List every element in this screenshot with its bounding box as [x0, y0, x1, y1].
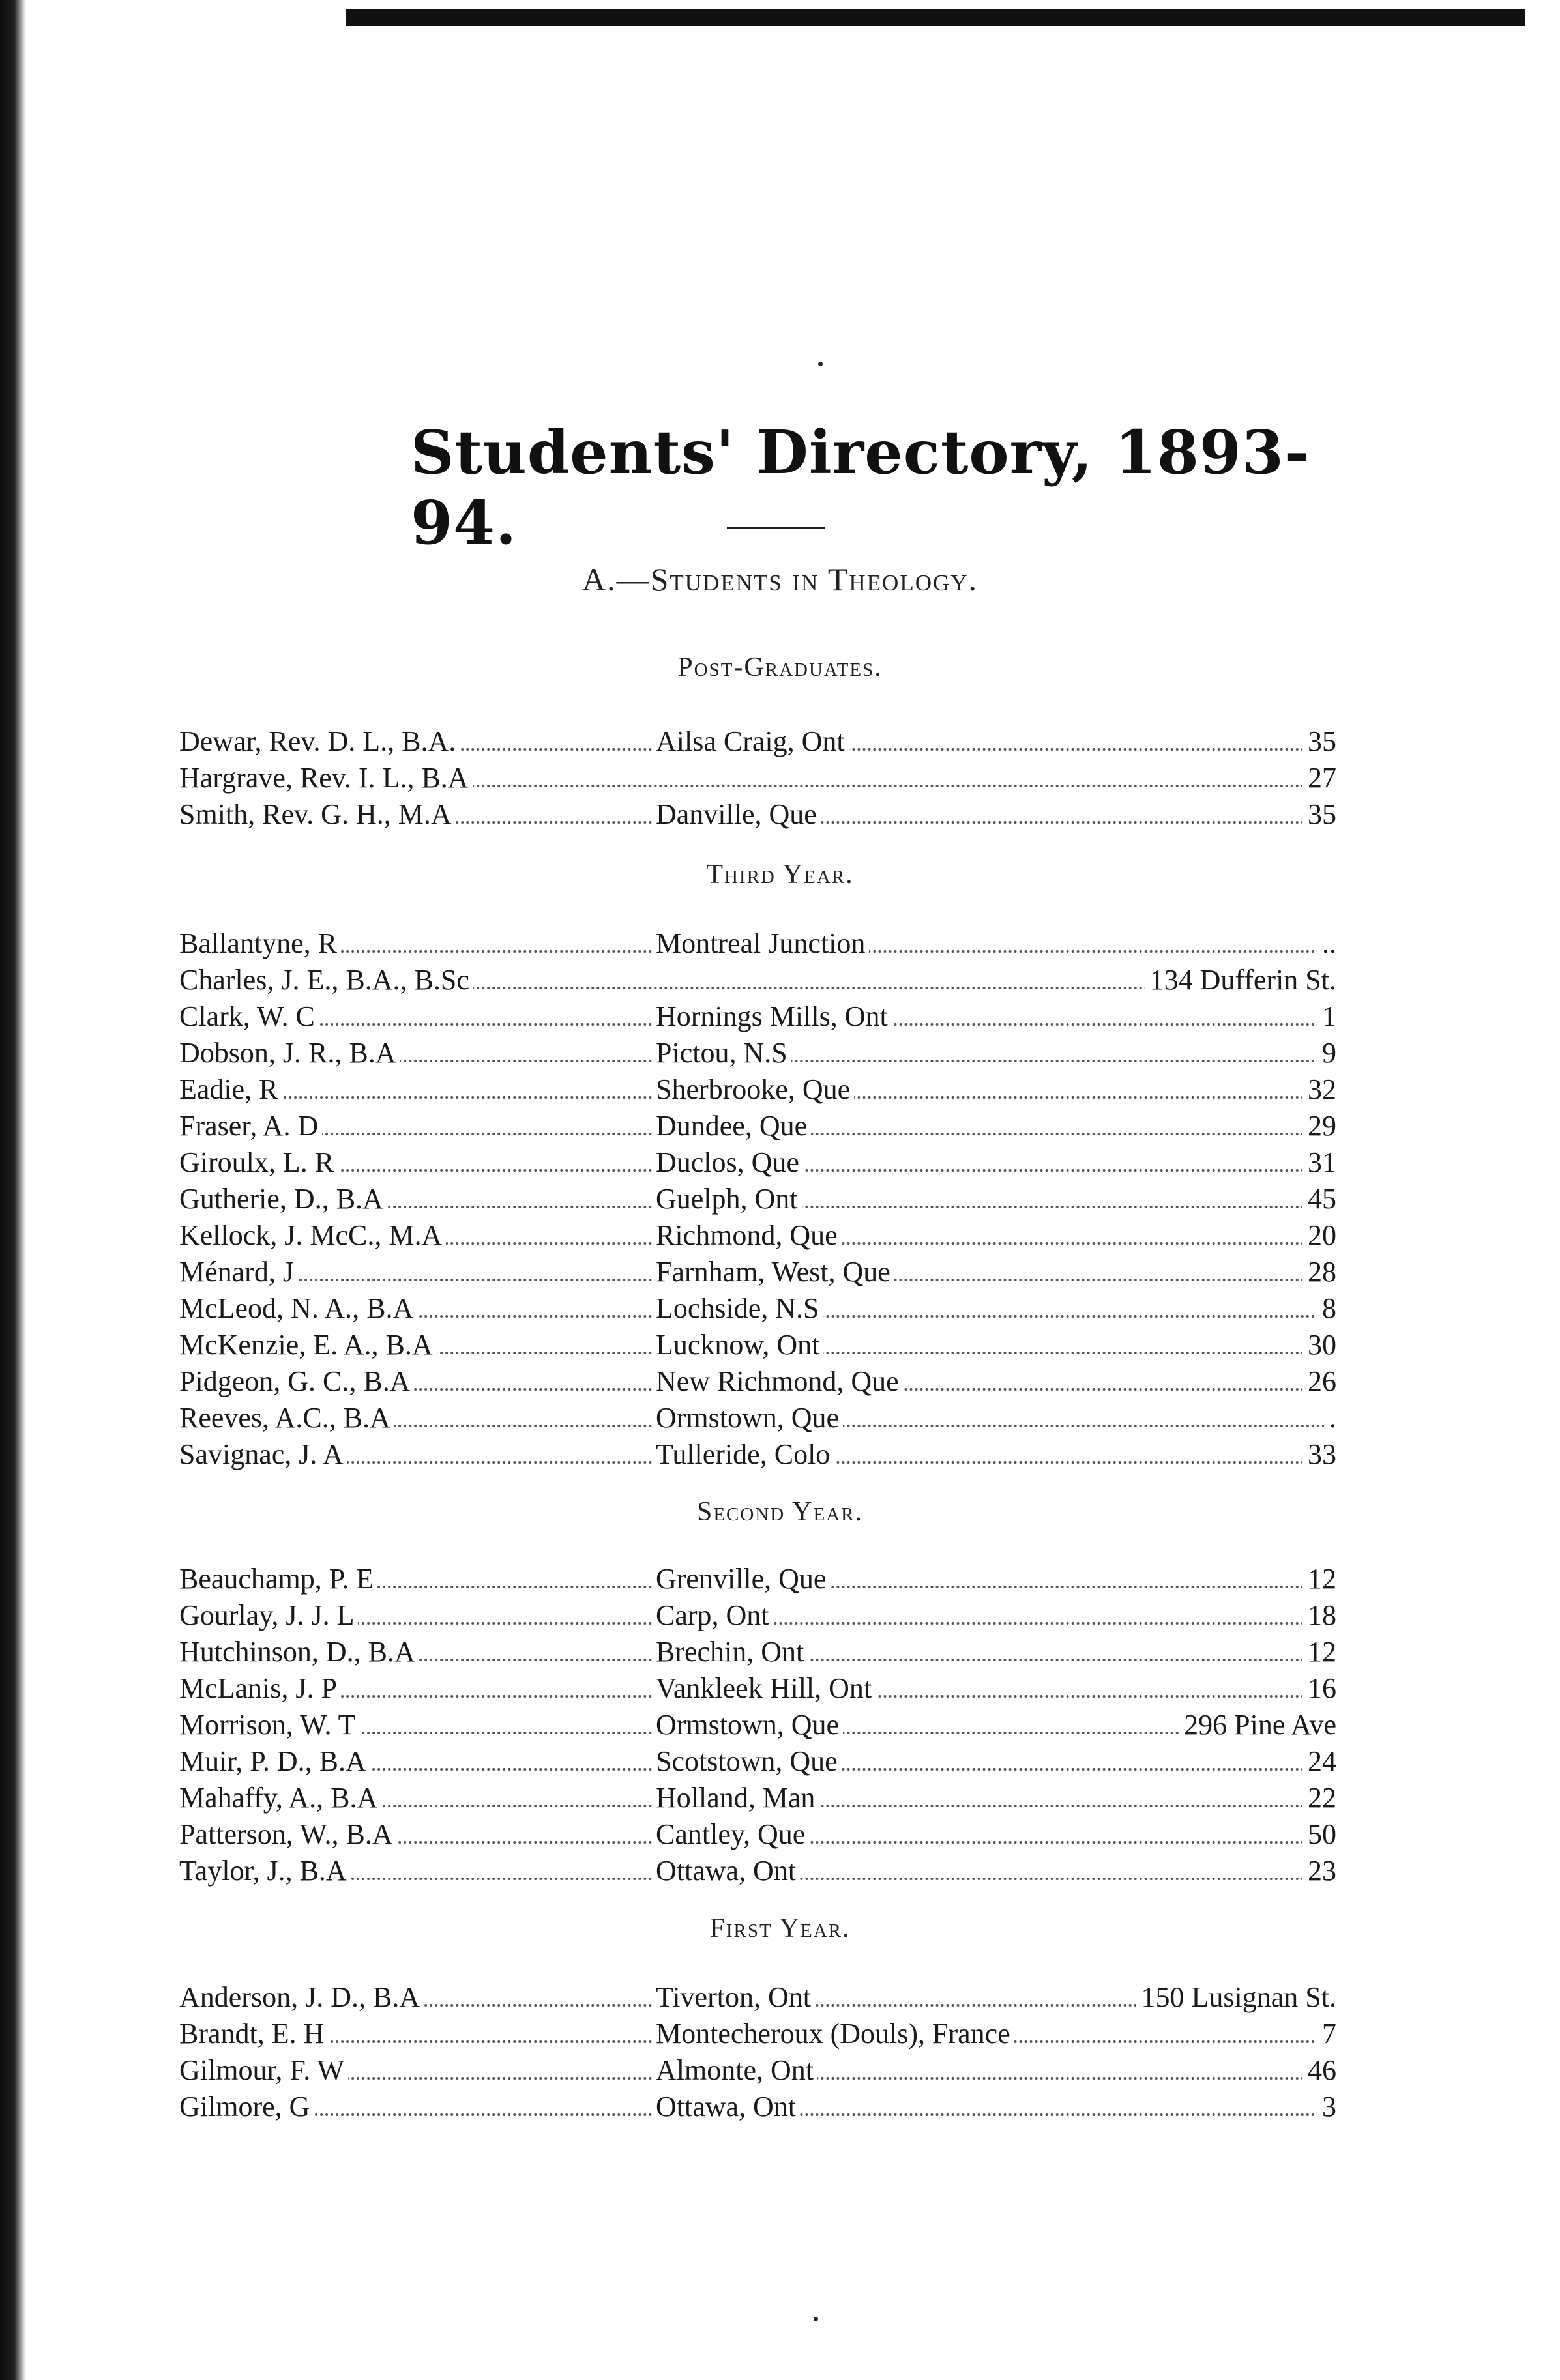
- student-name: Dewar, Rev. D. L., B.A.: [179, 723, 460, 760]
- student-name: Fraser, A. D: [179, 1108, 322, 1144]
- student-name: McLeod, N. A., B.A: [179, 1290, 417, 1327]
- directory-row: [179, 1108, 1336, 1144]
- student-name: Clark, W. C: [179, 998, 319, 1035]
- student-name: Patterson, W., B.A: [179, 1816, 397, 1853]
- student-address: Ormstown, Que: [652, 1707, 843, 1743]
- entry-number: 18: [1302, 1597, 1336, 1634]
- directory-row: [179, 1254, 1336, 1290]
- directory-row: [179, 723, 1336, 760]
- student-address: New Richmond, Que: [652, 1363, 903, 1400]
- student-address: Dundee, Que: [652, 1108, 811, 1144]
- directory-row: [179, 1597, 1336, 1634]
- student-address: Carp, Ont: [652, 1597, 773, 1634]
- entry-number: 31: [1302, 1144, 1336, 1181]
- directory-row: [179, 760, 1336, 796]
- entry-number: 12: [1302, 1634, 1336, 1670]
- entry-number: 12: [1302, 1561, 1336, 1597]
- title-divider: [727, 527, 825, 529]
- student-address: Scotstown, Que: [652, 1743, 842, 1780]
- student-name: Brandt, E. H: [179, 2016, 328, 2052]
- entry-number: 23: [1302, 1853, 1336, 1889]
- student-name: Taylor, J., B.A: [179, 1853, 351, 1889]
- student-address: Ailsa Craig, Ont: [652, 723, 849, 760]
- student-name: Beauchamp, P. E: [179, 1561, 377, 1597]
- directory-row: [179, 1181, 1336, 1217]
- directory-row: [179, 962, 1336, 998]
- student-address: Ottawa, Ont: [652, 1853, 800, 1889]
- student-address: Grenville, Que: [652, 1561, 830, 1597]
- student-address: Hornings Mills, Ont: [652, 998, 892, 1035]
- student-name: Anderson, J. D., B.A: [179, 1979, 424, 2016]
- directory-row: [179, 1144, 1336, 1181]
- directory-row: [179, 1670, 1336, 1707]
- student-name: Charles, J. E., B.A., B.Sc: [179, 962, 473, 998]
- directory-row: [179, 1561, 1336, 1597]
- section-heading-first-year: First Year.: [709, 1913, 851, 1943]
- student-address: Montecheroux (Douls), France: [652, 2016, 1014, 2052]
- entry-number: 24: [1302, 1743, 1336, 1780]
- directory-row: [179, 2052, 1336, 2089]
- student-name: Hutchinson, D., B.A: [179, 1634, 419, 1670]
- student-address: Lucknow, Ont: [652, 1327, 823, 1363]
- entry-number: 27: [1302, 760, 1336, 796]
- directory-row: [179, 1743, 1336, 1780]
- directory-row: [179, 1979, 1336, 2016]
- entry-number: 296 Pine Ave: [1179, 1707, 1336, 1743]
- student-name: Kellock, J. McC., M.A: [179, 1217, 446, 1254]
- directory-row: [179, 1634, 1336, 1670]
- directory-row: [179, 998, 1336, 1035]
- entry-number: 22: [1302, 1780, 1336, 1816]
- directory-row: [179, 1217, 1336, 1254]
- student-name: McLanis, J. P: [179, 1670, 341, 1707]
- student-name: Dobson, J. R., B.A: [179, 1035, 400, 1071]
- directory-row: [179, 796, 1336, 833]
- entry-number: 1: [1317, 998, 1336, 1035]
- entry-number: 16: [1302, 1670, 1336, 1707]
- entry-number: 3: [1317, 2089, 1336, 2125]
- top-border-rule: [346, 9, 1525, 26]
- student-name: Gutherie, D., B.A: [179, 1181, 387, 1217]
- student-address: Farnham, West, Que: [652, 1254, 894, 1290]
- directory-row: [179, 2016, 1336, 2052]
- student-address: Montreal Junction: [652, 925, 869, 962]
- entry-number: 50: [1302, 1816, 1336, 1853]
- ink-speck: [818, 362, 823, 366]
- entry-number: 28: [1302, 1254, 1336, 1290]
- student-address: Pictou, N.S: [652, 1035, 791, 1071]
- entry-number: 35: [1302, 796, 1336, 833]
- student-address: Duclos, Que: [652, 1144, 803, 1181]
- student-address: Sherbrooke, Que: [652, 1071, 854, 1108]
- main-heading: A.—Students in Theology.: [581, 561, 979, 598]
- directory-row: [179, 925, 1336, 962]
- student-address: Danville, Que: [652, 796, 821, 833]
- student-address: Almonte, Ont: [652, 2052, 817, 2089]
- entry-number: 45: [1302, 1181, 1336, 1217]
- entry-number: 134 Dufferin St.: [1145, 962, 1336, 998]
- entry-number: 9: [1317, 1035, 1336, 1071]
- entry-number: 33: [1302, 1436, 1336, 1473]
- student-name: Savignac, J. A: [179, 1436, 347, 1473]
- student-address: Cantley, Que: [652, 1816, 809, 1853]
- section-heading-third-year: Third Year.: [706, 860, 854, 890]
- directory-row: [179, 1707, 1336, 1743]
- student-name: Gourlay, J. J. L: [179, 1597, 358, 1634]
- student-name: McKenzie, E. A., B.A: [179, 1327, 437, 1363]
- directory-row: [179, 1290, 1336, 1327]
- student-address: Holland, Man: [652, 1780, 819, 1816]
- directory-row: [179, 1363, 1336, 1400]
- student-address: Ottawa, Ont: [652, 2089, 800, 2125]
- student-address: Brechin, Ont: [652, 1634, 808, 1670]
- student-address: Vankleek Hill, Ont: [652, 1670, 876, 1707]
- student-name: Reeves, A.C., B.A: [179, 1400, 394, 1436]
- student-name: Eadie, R: [179, 1071, 282, 1108]
- directory-row: [179, 1780, 1336, 1816]
- student-address: Richmond, Que: [652, 1217, 842, 1254]
- student-address: Guelph, Ont: [652, 1181, 802, 1217]
- student-address: Lochside, N.S: [652, 1290, 823, 1327]
- entry-number: 29: [1302, 1108, 1336, 1144]
- student-name: Hargrave, Rev. I. L., B.A: [179, 760, 473, 796]
- student-name: Smith, Rev. G. H., M.A: [179, 796, 456, 833]
- student-address: Ormstown, Que: [652, 1400, 843, 1436]
- directory-row: [179, 1816, 1336, 1853]
- student-address: Tiverton, Ont: [652, 1979, 815, 2016]
- page-spine-shadow: [0, 0, 26, 2380]
- directory-row: [179, 1327, 1336, 1363]
- entry-number: 32: [1302, 1071, 1336, 1108]
- ink-speck: [814, 2317, 818, 2321]
- directory-row: [179, 1400, 1336, 1436]
- student-name: Gilmore, G: [179, 2089, 314, 2125]
- directory-row: [179, 1035, 1336, 1071]
- entry-number: .: [1324, 1400, 1336, 1436]
- student-name: Morrison, W. T: [179, 1707, 360, 1743]
- directory-row: [179, 1436, 1336, 1473]
- entry-number: 46: [1302, 2052, 1336, 2089]
- student-name: Gilmour, F. W: [179, 2052, 348, 2089]
- student-name: Giroulx, L. R: [179, 1144, 338, 1181]
- entry-number: 20: [1302, 1217, 1336, 1254]
- entry-number: 8: [1317, 1290, 1336, 1327]
- student-name: Ballantyne, R: [179, 925, 341, 962]
- section-heading-post-graduates: Post-Graduates.: [677, 652, 883, 682]
- entry-number: 7: [1317, 2016, 1336, 2052]
- directory-row: [179, 1853, 1336, 1889]
- entry-number: 30: [1302, 1327, 1336, 1363]
- student-name: Pidgeon, G. C., B.A: [179, 1363, 414, 1400]
- entry-number: 35: [1302, 723, 1336, 760]
- entry-number: 26: [1302, 1363, 1336, 1400]
- directory-row: [179, 1071, 1336, 1108]
- student-address: Tulleride, Colo: [652, 1436, 834, 1473]
- page-title: Students' Directory, 1893-94.: [411, 417, 1310, 558]
- student-name: Ménard, J: [179, 1254, 298, 1290]
- entry-number: ..: [1317, 925, 1336, 962]
- section-heading-second-year: Second Year.: [696, 1497, 864, 1527]
- student-name: Mahaffy, A., B.A: [179, 1780, 381, 1816]
- directory-row: [179, 2089, 1336, 2125]
- student-name: Muir, P. D., B.A: [179, 1743, 370, 1780]
- entry-number: 150 Lusignan St.: [1136, 1979, 1336, 2016]
